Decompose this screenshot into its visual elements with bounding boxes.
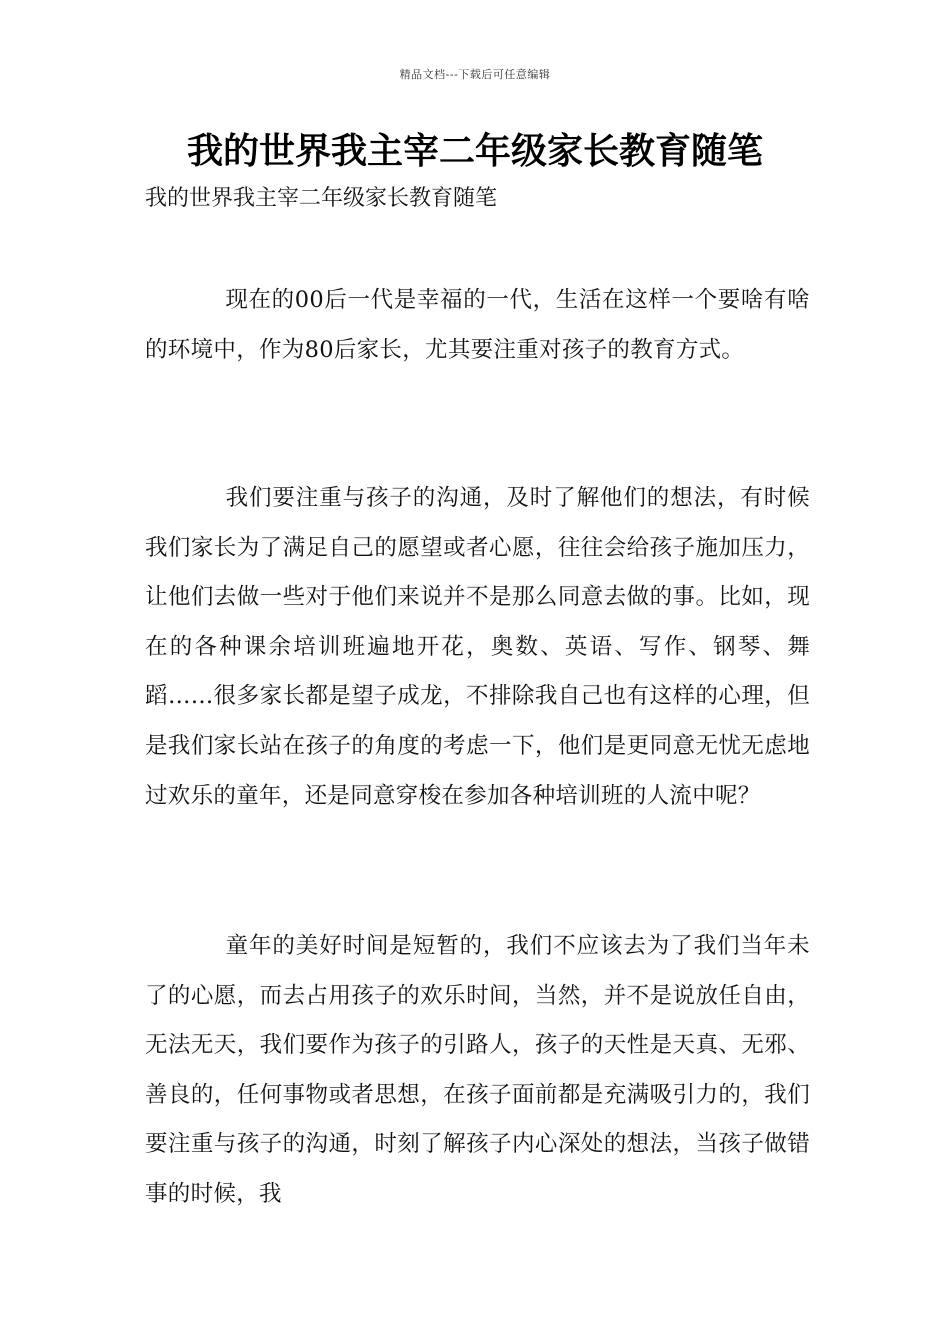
paragraph-1 bbox=[145, 276, 810, 375]
paragraph-3-text: 童年的美好时间是短暂的，我们不应该去为了我们当年未了的心愿，而去占用孩子的欢乐时间，当然，并不是说放任自由，无法无天，我们要作为孩子的引路人，孩子的天性是天真、无邪、善良的，任何事物或者思想，在孩子面前都是充满吸引力的，我们要注重与孩子的沟通，时刻了解孩子内心深处的想法，当孩子做错事的时候，我 bbox=[145, 933, 810, 1207]
paragraph-2-text: 我们要注重与孩子的沟通，及时了解他们的想法，有时候我们家长为了满足自己的愿望或者心愿，往往会给孩子施加压力，让他们去做一些对于他们来说并不是那么同意去做的事。比如，现在的各种课余培训班遍地开花，奥数、英语、写作、钢琴、舞蹈……很多家长都是望子成龙，不排除我自己也有这样的心理，但是我们家长站在孩子的角度的考虑一下，他们是更同意无忧无虑地过欢乐的童年，还是同意穿梭在参加各种培训班的人流中呢？ bbox=[145, 485, 810, 809]
document-title: 我的世界我主宰二年级家长教育随笔 bbox=[186, 130, 763, 172]
header-note: 精品文档---下载后可任意编辑 bbox=[399, 68, 551, 81]
paragraph-2 bbox=[145, 474, 810, 821]
paragraph-3 bbox=[145, 922, 810, 1220]
paragraph-1-text: 现在的00后一代是幸福的一代，生活在这样一个要啥有啥的环境中，作为80后家长，尤其要注重对孩子的教育方式。 bbox=[145, 287, 810, 363]
document-subtitle: 我的世界我主宰二年级家长教育随笔 bbox=[145, 186, 498, 211]
